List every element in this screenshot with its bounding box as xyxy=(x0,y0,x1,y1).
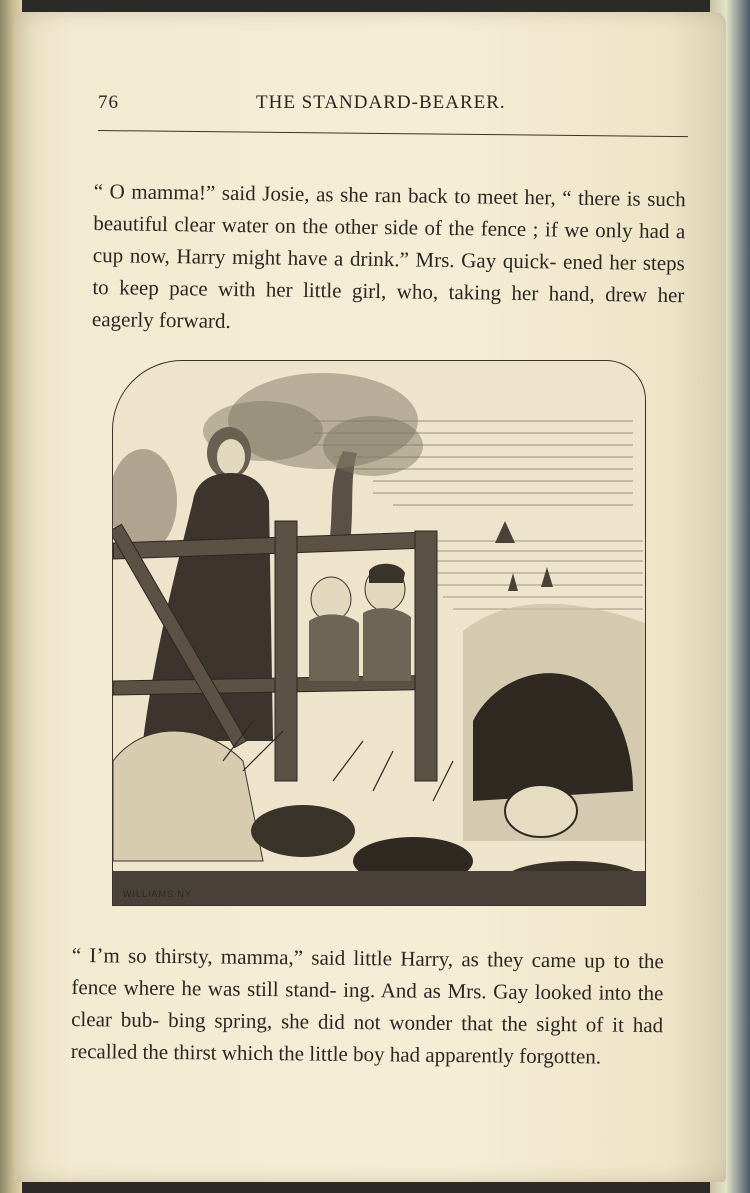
paragraph-2: “ I’m so thirsty, mamma,” said little Harry, as they came up to the fence where he was still stand- ing. And as Mrs. Gay looked into the clear bub- bing spring, she did not wonder that the sight of it had recalled the thirst which the little boy had apparently forgotten. xyxy=(70,942,664,1069)
spring-water xyxy=(505,785,577,837)
engraved-illustration xyxy=(112,360,646,906)
paragraph-1: “ O mamma!” said Josie, as she ran back to meet her, “ there is such beautiful clear water on the other side of the fence ; if we only had a cup now, Harry might have a drink.” Mrs. Gay quick- ened her steps to keep pace with her little girl, who, taking her hand, drew her eagerly forward. xyxy=(91,178,686,333)
running-title: THE STANDARD-BEARER. xyxy=(256,92,506,113)
sea-lines xyxy=(433,541,643,609)
illustration-drawing xyxy=(113,361,645,905)
page-number: 76 xyxy=(98,92,119,113)
children-figures xyxy=(309,564,411,681)
page-header xyxy=(98,92,688,122)
engraver-signature: WILLIAMS NY xyxy=(123,889,193,899)
spring-hill xyxy=(463,604,645,841)
ship-icons xyxy=(495,521,553,591)
